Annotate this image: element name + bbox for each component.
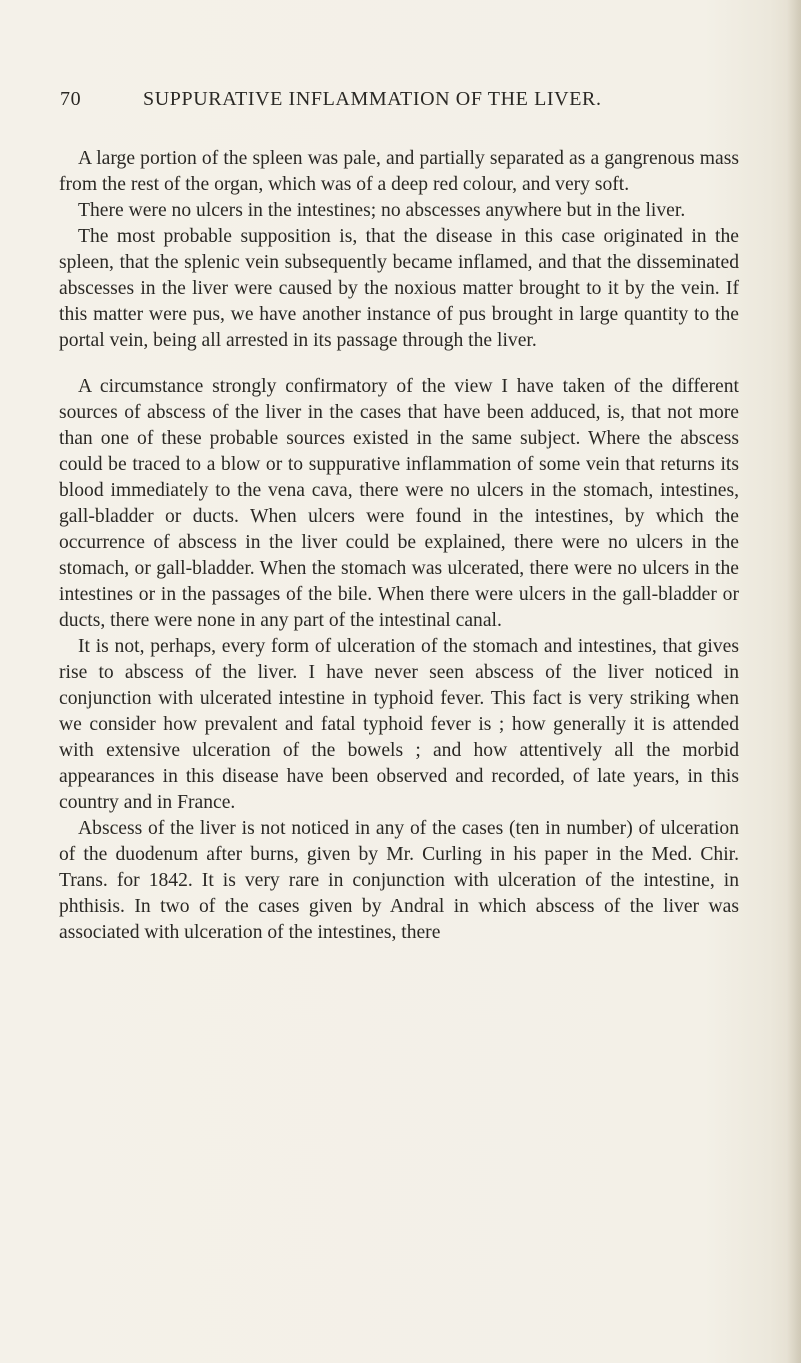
paragraph-ulceration: It is not, perhaps, every form of ulceration of the stomach and intestines, that gives rise to abscess of the liver. I have never seen abscess of the liver noticed in conjunction with ulcerated intestine in typhoid fever. This fact is very striking when we consider how prevalent and fatal typhoid fever is ; how generally it is attended with extensive ulceration of the bowels ; and how attentively all the morbid appearances in this disease have been observed and recorded, of late years, in this country and in France. bbox=[59, 636, 739, 813]
running-title: SUPPURATIVE INFLAMMATION OF THE LIVER. bbox=[143, 88, 602, 110]
paragraph-circumstance: A circumstance strongly confirmatory of the view I have taken of the different sources of abscess of the liver in the cases that have been adduced, is, that not more than one of these probable sources existed in the same subject. Where the abscess could be traced to a blow or to suppurative inflammation of some vein that returns its blood immediately to the vena cava, there were no ulcers in the stomach, intestines, gall-bladder or ducts. When ulcers were found in the intestines, by which the occurrence of abscess in the liver could be explained, there were no ulcers in the stomach, or gall-bladder. When the stomach was ulcerated, there were no ulcers in the intestines or in the passages of the bile. When there were ulcers in the gall-bladder or ducts, there were none in any part of the intestinal canal. bbox=[59, 376, 739, 631]
paragraph-no-ulcers: There were no ulcers in the intestines; no abscesses anywhere but in the liver. bbox=[78, 200, 686, 221]
page-number: 70 bbox=[60, 88, 82, 110]
paragraph-supposition: The most probable supposition is, that the disease in this case originated in the spleen, that the splenic vein subsequently became inflamed, and that the disseminated abscesses in the liver were caused by the noxious matter brought to it by the vein. If this matter were pus, we have another instance of pus brought in large quantity to the portal vein, being all arrested in its passage through the liver. bbox=[59, 226, 739, 351]
page-edge-shadow bbox=[787, 0, 801, 1363]
running-header bbox=[60, 88, 740, 116]
body-text bbox=[59, 146, 739, 946]
paragraph-abscess: Abscess of the liver is not noticed in any of the cases (ten in number) of ulceration of the duodenum after burns, given by Mr. Curling in his paper in the Med. Chir. Trans. for 1842. It is very rare in conjunction with ulceration of the intestine, in phthisis. In two of the cases given by Andral in which abscess of the liver was associated with ulceration of the intestines, there bbox=[59, 818, 739, 943]
paragraph-spleen: A large portion of the spleen was pale, and partially separated as a gangrenous mass from the rest of the organ, which was of a deep red colour, and very soft. bbox=[59, 148, 739, 195]
